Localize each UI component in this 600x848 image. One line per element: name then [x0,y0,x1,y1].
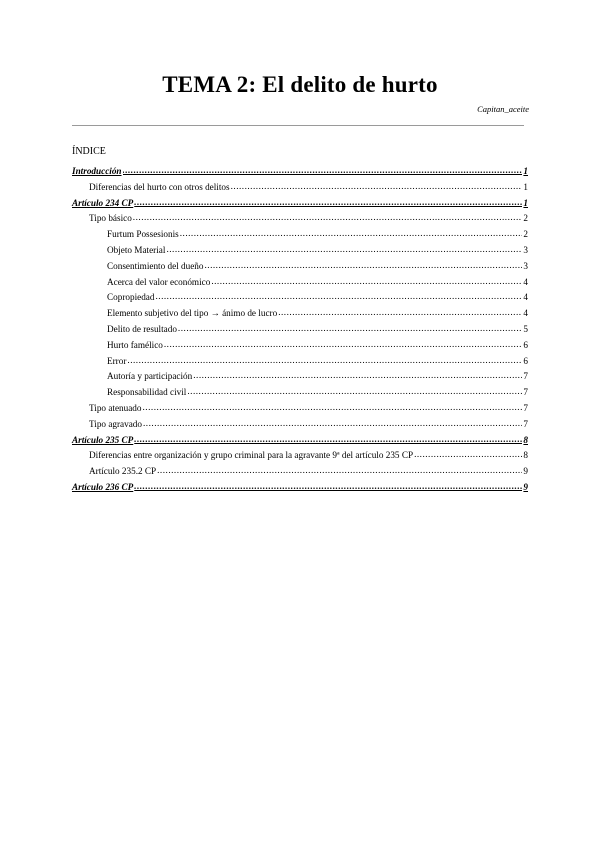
toc-entry-tipo-agravado[interactable] [72,417,528,433]
toc-entry-articulo-234[interactable] [72,196,528,212]
toc-entry-error[interactable] [72,354,528,370]
toc-entry-articulo-235[interactable] [72,433,528,449]
toc-entry-page: 6 [523,355,528,366]
toc-leader-dots [166,242,522,258]
toc-leader-dots [211,274,522,290]
toc-entry-label: Artículo 235 CP [72,434,134,445]
toc-entry-label: Tipo agravado [89,418,142,429]
toc-entry-page: 7 [523,418,528,429]
toc-entry-organizacion-grupo[interactable] [72,448,528,464]
toc-leader-dots [414,447,522,463]
toc-leader-dots [127,353,522,369]
toc-entry-delito-resultado[interactable] [72,322,528,338]
toc-entry-furtum-possesionis[interactable] [72,227,528,243]
toc-entry-page: 2 [523,213,528,224]
toc-leader-dots [204,258,522,274]
toc-entry-label: Artículo 234 CP [72,197,134,208]
toc-entry-label: Copropiedad [107,292,155,303]
toc-leader-dots [157,463,522,479]
toc-entry-label: Objeto Material [107,244,166,255]
toc-entry-elemento-subjetivo[interactable] [72,306,528,322]
toc-leader-dots [134,432,522,448]
toc-leader-dots [123,163,523,179]
toc-leader-dots [193,368,522,384]
toc-leader-dots [134,195,522,211]
toc-entry-label: Diferencias del hurto con otros delitos [89,181,230,192]
toc-entry-label: Delito de resultado [107,323,177,334]
title-divider [72,125,524,126]
toc-entry-page: 7 [523,402,528,413]
toc-entry-page: 5 [523,323,528,334]
toc-entry-page: 6 [523,339,528,350]
toc-entry-label: Hurto famélico [107,339,163,350]
toc-entry-autoria[interactable] [72,369,528,385]
toc-heading: ÍNDICE [72,146,106,157]
toc-entry-label: Diferencias entre organización y grupo criminal para la agravante 9ª del artículo 235 CP [89,450,414,461]
toc-leader-dots [155,289,522,305]
toc-entry-page: 4 [523,276,528,287]
toc-entry-page: 2 [523,229,528,240]
toc-entry-articulo-236[interactable] [72,480,528,496]
toc-entry-tipo-atenuado[interactable] [72,401,528,417]
toc-leader-dots [164,337,523,353]
toc-leader-dots [143,416,522,432]
toc-entry-consentimiento[interactable] [72,259,528,275]
toc-entry-label: Artículo 235.2 CP [89,466,157,477]
toc-entry-page: 3 [523,260,528,271]
toc-entry-articulo-235-2[interactable] [72,464,528,480]
toc-entry-diferencias-hurto[interactable] [72,180,528,196]
toc-entry-label: Responsabilidad civil [107,387,187,398]
toc-leader-dots [231,179,523,195]
toc-leader-dots [143,400,523,416]
document-title: TEMA 2: El delito de hurto [162,72,438,97]
toc-entry-objeto-material[interactable] [72,243,528,259]
toc-leader-dots [134,479,522,495]
toc-entry-page: 8 [523,434,528,445]
toc-entry-label: Acerca del valor económico [107,276,211,287]
toc-entry-page: 1 [523,181,528,192]
toc-entry-label: Introducción [72,166,122,176]
toc-entry-introduccion[interactable] [72,164,528,180]
toc-leader-dots [187,384,522,400]
toc-entry-copropiedad[interactable] [72,290,528,306]
toc-leader-dots [178,321,522,337]
table-of-contents [72,164,528,496]
toc-entry-label: Tipo atenuado [89,402,142,413]
toc-entry-label: Elemento subjetivo del tipo → ánimo de lucro [107,308,278,319]
toc-entry-valor-economico[interactable] [72,275,528,291]
toc-entry-page: 7 [523,387,528,398]
toc-leader-dots [278,305,522,321]
toc-entry-label: Error [107,355,127,366]
toc-entry-label: Tipo básico [89,213,132,224]
toc-entry-responsabilidad-civil[interactable] [72,385,528,401]
toc-entry-page: 7 [523,371,528,382]
author-name: Capitan_aceite [477,104,529,114]
toc-entry-label: Autoría y participación [107,371,193,382]
toc-entry-page: 1 [523,166,528,176]
toc-entry-page: 9 [523,481,528,492]
toc-entry-label: Consentimiento del dueño [107,260,204,271]
toc-entry-page: 3 [523,244,528,255]
toc-entry-page: 4 [523,308,528,319]
toc-entry-page: 9 [523,466,528,477]
toc-entry-page: 4 [523,292,528,303]
toc-entry-label: Artículo 236 CP [72,481,134,492]
toc-leader-dots [180,226,523,242]
toc-entry-label: Furtum Possesionis [107,229,179,240]
toc-entry-tipo-basico[interactable] [72,211,528,227]
toc-entry-page: 8 [523,450,528,461]
toc-entry-hurto-famelico[interactable] [72,338,528,354]
toc-leader-dots [133,210,523,226]
toc-entry-page: 1 [523,197,528,208]
